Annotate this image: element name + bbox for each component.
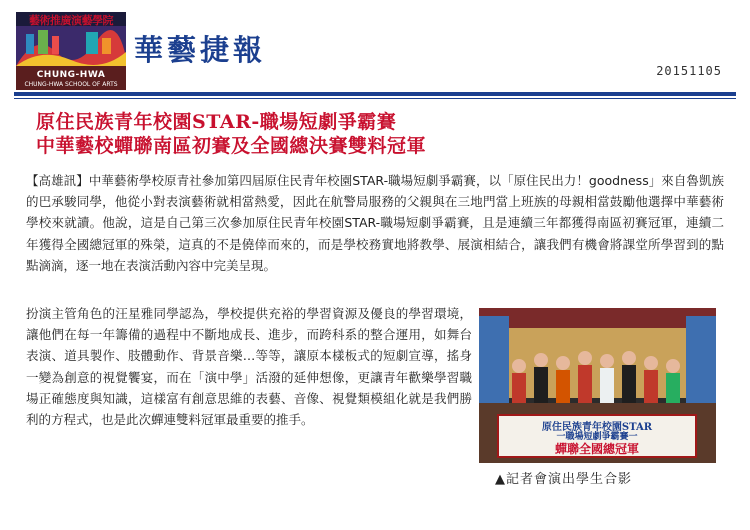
header-divider-thin — [14, 98, 736, 99]
news-photo — [479, 308, 716, 463]
photo-banner-line-2: 一職場短劇爭霸賽一 — [556, 432, 638, 442]
photo-caption: ▲記者會演出學生合影 — [495, 472, 632, 487]
photo-banner — [497, 414, 697, 458]
photo-banner-line-3: 蟬聯全國總冠軍 — [554, 442, 639, 456]
logo-text: 藝術推廣演藝學院 — [29, 14, 113, 27]
logo-subtitle: CHUNG-HWA — [36, 70, 106, 80]
header-divider — [14, 92, 736, 96]
school-logo — [16, 12, 126, 90]
headline-line-1: 原住民族青年校園STAR-職場短劇爭霸賽 — [36, 111, 397, 133]
article-paragraph-2: 扮演主管角色的汪星雅同學認為，學校提供充裕的學習資源及優良的學習環境，讓他們在每一年籌備的過程中不斷地成長、進步，而跨科系的整合運用，如舞台表演、道具製作、肢體動作、背景音樂…等等，讓原本樣板式的短劇宣導，搖身一變為創意的視覺饗宴，而在「演中學」活潑的延伸想像，更讓青年歡樂學習職場正確態度與知識，這樣富有創意思維的表藝、音像、視覺類模組化就是我們勝利的方程式，也是此次蟬連雙料冠軍最重要的推手。 — [26, 306, 472, 428]
issue-date: 20151105 — [656, 64, 722, 78]
logo-subtitle-small: CHUNG-HWA SCHOOL OF ARTS — [24, 81, 118, 88]
photo-banner-line-1: 原住民族青年校園STAR — [541, 422, 653, 433]
newsletter-title: 華藝捷報 — [134, 33, 267, 67]
article-paragraph-1: 【高雄訊】中華藝術學校原青社參加第四屆原住民青年校園STAR-職場短劇爭霸賽，以「原住民出力！goodness」來自魯凱族的巴承駿同學，他從小對表演藝術就相當熱愛，因此在航警局服務的父親與在三地門當上班族的母親相當鼓勵他選擇中華藝術學校來就讀。他說，這是自己第三次參加原住民青年校園STAR-職場短劇爭霸賽，且是連續三年都獲得南區初賽冠軍，連續二年獲得全國總冠軍的殊榮，這真的不是僥倖而來的，而是學校務實地將教學、展演相結合，讓我們有機會將課堂所學習到的點點滴滴，逐一地在表演活動內容中完美呈現。 — [26, 173, 724, 273]
headline-line-2: 中華藝校蟬聯南區初賽及全國總決賽雙料冠軍 — [36, 135, 427, 157]
